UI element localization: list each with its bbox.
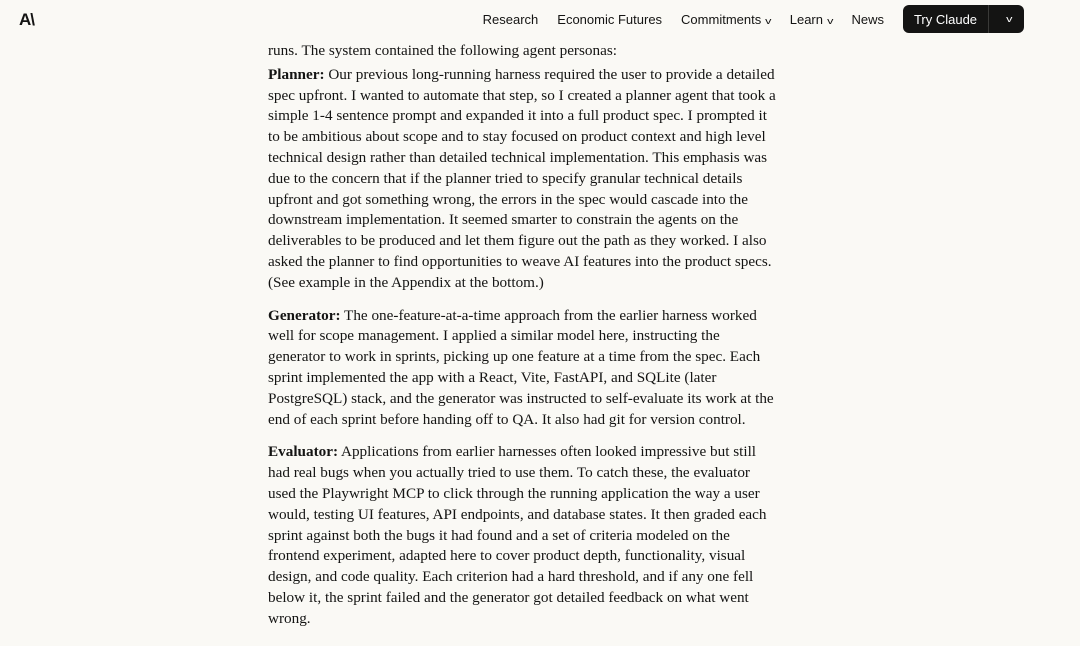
nav-research[interactable] (483, 12, 539, 27)
term-evaluator: Evaluator: (268, 443, 339, 461)
generator-text: The one-feature-at-a-time approach from the earlier harness worked well for scope management. I applied a similar model here, instructing the generator to work in sprints, picking up one feature at a time from the spec. Each sprint implemented the app with a React, Vite, FastAPI, and SQLite (later PostgreSQL) stack, and the generator was instructed to self-evaluate its work at the end of each sprint before handing off to QA. It also had git for version control. (268, 306, 774, 428)
term-generator: Generator: (268, 306, 341, 324)
nav-label: Economic Futures (557, 12, 663, 27)
chevron-down-icon: v (827, 16, 834, 26)
anthropic-logo[interactable]: A\ (19, 10, 34, 29)
try-claude-split-button (903, 5, 1024, 33)
evaluator-text: Applications from earlier harnesses often looked impressive but still had real bugs when you actually tried to use them. To catch these, the evaluator used the Playwright MCP to click through the running application the way a user would, testing UI features, API endpoints, and database states. It then graded each sprint against both the bugs it had found and a set of criteria modeled on the frontend experiment, adapted here to cover product depth, functionality, visual design, and code quality. Each criterion had a hard threshold, and if any one fell below it, the sprint failed and the generator got detailed feedback on what went wrong. (268, 443, 767, 627)
top-navigation (0, 0, 1080, 39)
paragraph-planner (268, 65, 776, 294)
nav-label: Learn (789, 12, 823, 27)
try-claude-button[interactable]: Try Claude (903, 5, 989, 33)
nav-label: Commitments (681, 12, 762, 27)
nav-economic-futures[interactable] (557, 12, 662, 27)
nav-commitments[interactable] (681, 12, 771, 27)
nav-label: Research (482, 12, 539, 27)
chevron-down-icon: v (1005, 14, 1013, 24)
paragraph-generator (268, 306, 776, 431)
term-planner: Planner: (268, 65, 325, 83)
planner-text: Our previous long-running harness required the user to provide a detailed spec upfront. I wanted to automate that step, so I created a planner agent that took a simple 1-4 sentence prompt and expanded it into a full product spec. I prompted it to be ambitious about scope and to stay focused on product context and high level technical design rather than detailed technical implementation. This emphasis was due to the concern that if the planner tried to specify granular technical details upfront and got something wrong, the errors in the spec would cascade into the downstream implementation. It seemed smarter to constrain the agents on the deliverables to be produced and let them figure out the path as they worked. I also asked the planner to find opportunities to weave AI features into the product specs. (See example in the Appendix at the bottom.) (268, 65, 776, 291)
nav-learn[interactable] (790, 12, 833, 27)
nav-news[interactable] (851, 12, 884, 27)
paragraph-evaluator (268, 442, 776, 629)
chevron-down-icon: v (765, 16, 772, 26)
intro-partial-text: runs. The system contained the following agent personas: (268, 42, 617, 59)
nav-label: News (851, 12, 884, 27)
nav-menu (483, 12, 884, 27)
try-claude-dropdown-button[interactable] (989, 5, 1024, 33)
article-body (268, 41, 776, 642)
